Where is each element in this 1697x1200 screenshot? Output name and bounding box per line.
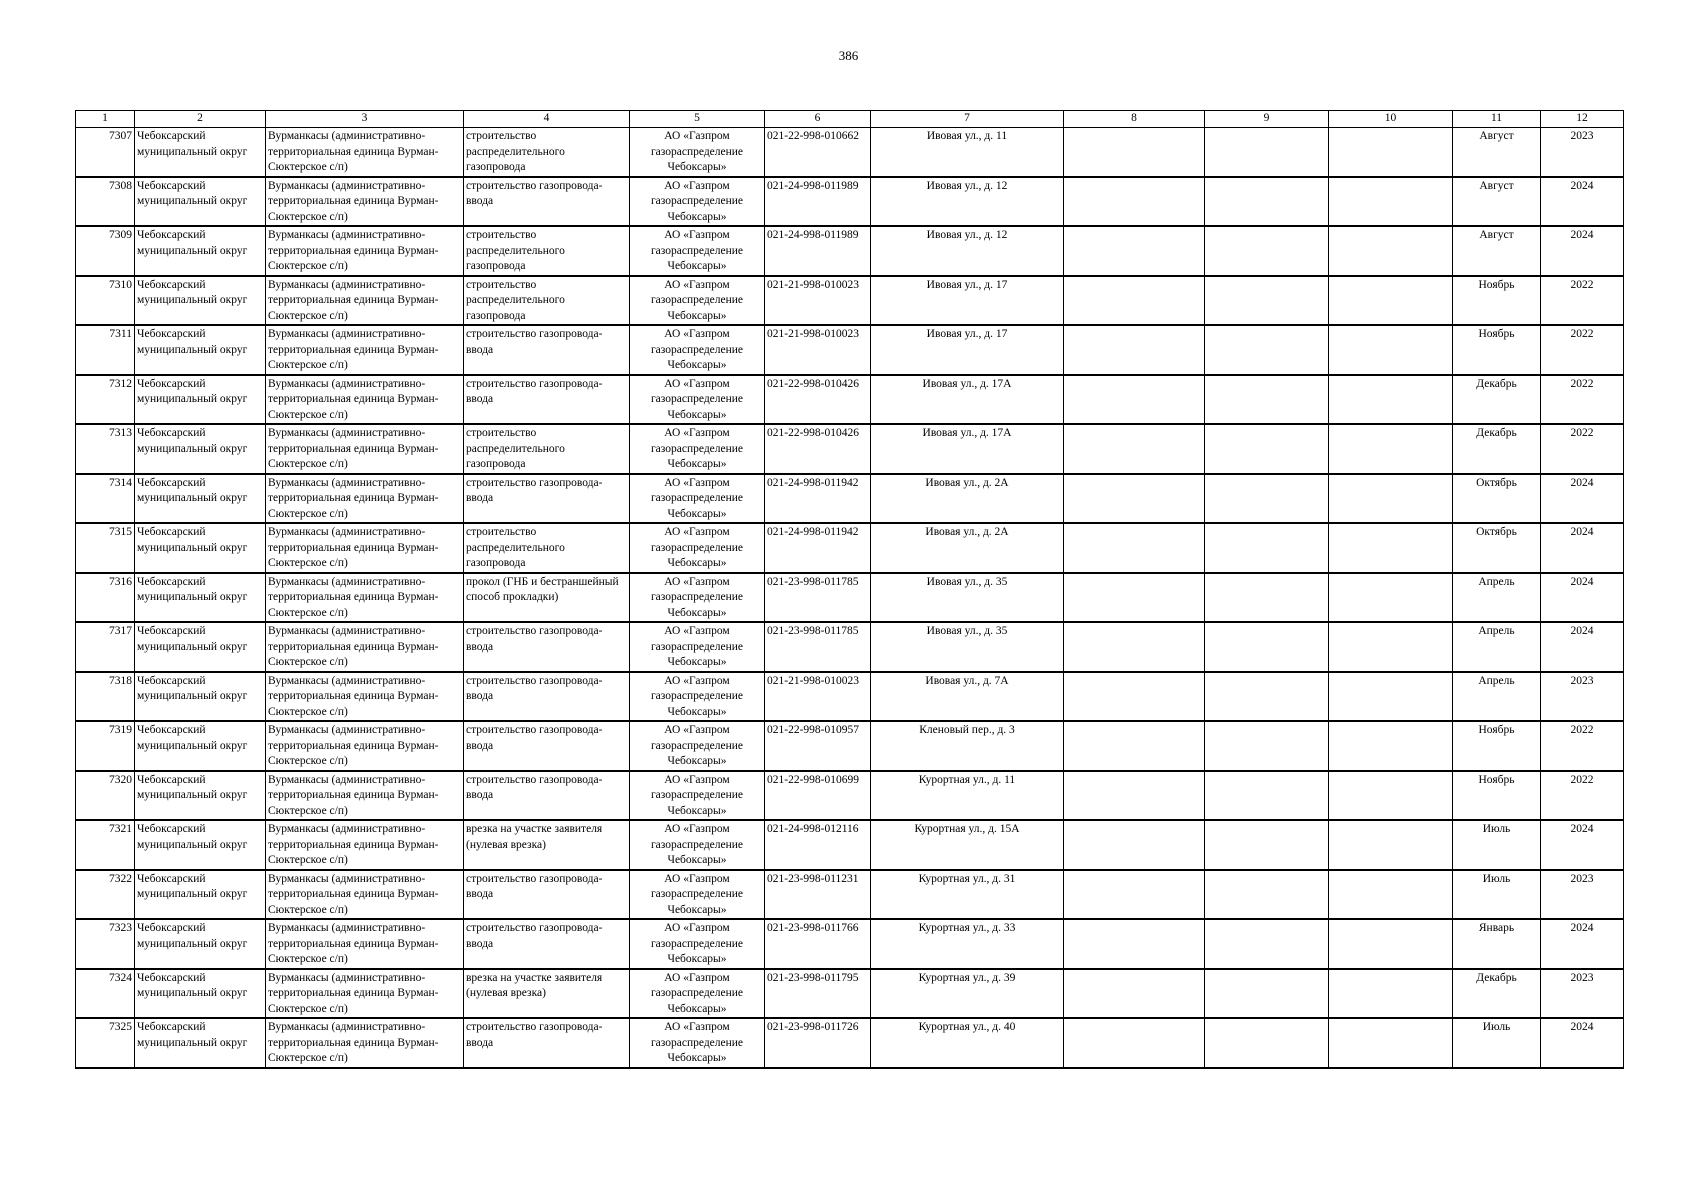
column-header: 12 [1541, 111, 1624, 128]
empty-cell-8 [1064, 128, 1205, 177]
organization-cell: АО «Газпром газораспределение Чебоксары» [630, 870, 765, 920]
work-type-cell: строительство газопровода-ввода [464, 177, 630, 227]
empty-cell-8 [1064, 919, 1205, 969]
locality-cell: Вурманкасы (административно-территориальная единица Вурман-Сюктерское с/п) [266, 721, 464, 771]
row-number-cell: 7322 [76, 870, 135, 920]
organization-cell: АО «Газпром газораспределение Чебоксары» [630, 375, 765, 425]
locality-cell: Вурманкасы (административно-территориальная единица Вурман-Сюктерское с/п) [266, 276, 464, 326]
code-cell: 021-24-998-012116 [765, 820, 871, 870]
empty-cell-8 [1064, 325, 1205, 375]
organization-cell: АО «Газпром газораспределение Чебоксары» [630, 424, 765, 474]
table-row [76, 969, 1624, 1019]
empty-cell-9 [1205, 523, 1329, 573]
empty-cell-10 [1329, 177, 1453, 227]
code-cell: 021-21-998-010023 [765, 325, 871, 375]
month-cell: Ноябрь [1453, 325, 1541, 375]
empty-cell-10 [1329, 523, 1453, 573]
code-cell: 021-21-998-010023 [765, 276, 871, 326]
table-row [76, 573, 1624, 623]
code-cell: 021-22-998-010699 [765, 771, 871, 821]
address-cell: Ивовая ул., д. 17 [871, 325, 1064, 375]
organization-cell: АО «Газпром газораспределение Чебоксары» [630, 226, 765, 276]
work-type-cell: строительство газопровода-ввода [464, 919, 630, 969]
row-number-cell: 7308 [76, 177, 135, 227]
code-cell: 021-23-998-011795 [765, 969, 871, 1019]
month-cell: Июль [1453, 820, 1541, 870]
address-cell: Курортная ул., д. 15А [871, 820, 1064, 870]
column-header: 9 [1205, 111, 1329, 128]
gasification-table [75, 110, 1624, 1069]
column-header: 1 [76, 111, 135, 128]
empty-cell-8 [1064, 177, 1205, 227]
row-number-cell: 7314 [76, 474, 135, 524]
locality-cell: Вурманкасы (административно-территориальная единица Вурман-Сюктерское с/п) [266, 128, 464, 177]
district-cell: Чебоксарский муниципальный округ [135, 1018, 266, 1068]
code-cell: 021-23-998-011766 [765, 919, 871, 969]
district-cell: Чебоксарский муниципальный округ [135, 474, 266, 524]
address-cell: Ивовая ул., д. 12 [871, 226, 1064, 276]
district-cell: Чебоксарский муниципальный округ [135, 870, 266, 920]
address-cell: Ивовая ул., д. 35 [871, 573, 1064, 623]
month-cell: Август [1453, 128, 1541, 177]
code-cell: 021-24-998-011942 [765, 474, 871, 524]
organization-cell: АО «Газпром газораспределение Чебоксары» [630, 177, 765, 227]
code-cell: 021-22-998-010426 [765, 424, 871, 474]
locality-cell: Вурманкасы (административно-территориальная единица Вурман-Сюктерское с/п) [266, 672, 464, 722]
empty-cell-8 [1064, 969, 1205, 1019]
organization-cell: АО «Газпром газораспределение Чебоксары» [630, 276, 765, 326]
header-row [76, 111, 1624, 128]
district-cell: Чебоксарский муниципальный округ [135, 226, 266, 276]
district-cell: Чебоксарский муниципальный округ [135, 969, 266, 1019]
locality-cell: Вурманкасы (административно-территориальная единица Вурман-Сюктерское с/п) [266, 622, 464, 672]
work-type-cell: врезка на участке заявителя (нулевая врезка) [464, 969, 630, 1019]
month-cell: Ноябрь [1453, 276, 1541, 326]
table-row [76, 375, 1624, 425]
row-number-cell: 7324 [76, 969, 135, 1019]
code-cell: 021-23-998-011231 [765, 870, 871, 920]
year-cell: 2024 [1541, 226, 1624, 276]
year-cell: 2024 [1541, 919, 1624, 969]
year-cell: 2022 [1541, 771, 1624, 821]
locality-cell: Вурманкасы (административно-территориальная единица Вурман-Сюктерское с/п) [266, 969, 464, 1019]
empty-cell-10 [1329, 1018, 1453, 1068]
organization-cell: АО «Газпром газораспределение Чебоксары» [630, 969, 765, 1019]
empty-cell-9 [1205, 226, 1329, 276]
empty-cell-9 [1205, 622, 1329, 672]
code-cell: 021-23-998-011785 [765, 573, 871, 623]
year-cell: 2024 [1541, 474, 1624, 524]
code-cell: 021-23-998-011785 [765, 622, 871, 672]
organization-cell: АО «Газпром газораспределение Чебоксары» [630, 128, 765, 177]
table-row [76, 1018, 1624, 1068]
row-number-cell: 7325 [76, 1018, 135, 1068]
row-number-cell: 7319 [76, 721, 135, 771]
table-row [76, 474, 1624, 524]
work-type-cell: строительство распределительного газопровода [464, 523, 630, 573]
address-cell: Ивовая ул., д. 2А [871, 523, 1064, 573]
table-row [76, 820, 1624, 870]
address-cell: Курортная ул., д. 11 [871, 771, 1064, 821]
table-row [76, 523, 1624, 573]
month-cell: Январь [1453, 919, 1541, 969]
district-cell: Чебоксарский муниципальный округ [135, 177, 266, 227]
empty-cell-8 [1064, 622, 1205, 672]
locality-cell: Вурманкасы (административно-территориальная единица Вурман-Сюктерское с/п) [266, 820, 464, 870]
empty-cell-10 [1329, 919, 1453, 969]
locality-cell: Вурманкасы (административно-территориальная единица Вурман-Сюктерское с/п) [266, 771, 464, 821]
empty-cell-9 [1205, 375, 1329, 425]
empty-cell-9 [1205, 919, 1329, 969]
empty-cell-10 [1329, 424, 1453, 474]
year-cell: 2024 [1541, 622, 1624, 672]
table-row [76, 325, 1624, 375]
locality-cell: Вурманкасы (административно-территориальная единица Вурман-Сюктерское с/п) [266, 1018, 464, 1068]
address-cell: Курортная ул., д. 33 [871, 919, 1064, 969]
row-number-cell: 7311 [76, 325, 135, 375]
row-number-cell: 7313 [76, 424, 135, 474]
address-cell: Курортная ул., д. 39 [871, 969, 1064, 1019]
empty-cell-8 [1064, 523, 1205, 573]
table-row [76, 919, 1624, 969]
address-cell: Ивовая ул., д. 7А [871, 672, 1064, 722]
empty-cell-8 [1064, 276, 1205, 326]
work-type-cell: строительство распределительного газопровода [464, 276, 630, 326]
code-cell: 021-24-998-011989 [765, 177, 871, 227]
district-cell: Чебоксарский муниципальный округ [135, 325, 266, 375]
empty-cell-10 [1329, 375, 1453, 425]
year-cell: 2024 [1541, 573, 1624, 623]
column-header: 10 [1329, 111, 1453, 128]
empty-cell-10 [1329, 226, 1453, 276]
locality-cell: Вурманкасы (административно-территориальная единица Вурман-Сюктерское с/п) [266, 573, 464, 623]
locality-cell: Вурманкасы (административно-территориальная единица Вурман-Сюктерское с/п) [266, 226, 464, 276]
empty-cell-10 [1329, 721, 1453, 771]
month-cell: Апрель [1453, 672, 1541, 722]
empty-cell-10 [1329, 474, 1453, 524]
work-type-cell: прокол (ГНБ и бестраншейный способ прокладки) [464, 573, 630, 623]
row-number-cell: 7323 [76, 919, 135, 969]
district-cell: Чебоксарский муниципальный округ [135, 523, 266, 573]
empty-cell-9 [1205, 721, 1329, 771]
organization-cell: АО «Газпром газораспределение Чебоксары» [630, 919, 765, 969]
table-row [76, 424, 1624, 474]
empty-cell-8 [1064, 672, 1205, 722]
empty-cell-8 [1064, 771, 1205, 821]
district-cell: Чебоксарский муниципальный округ [135, 672, 266, 722]
empty-cell-10 [1329, 128, 1453, 177]
row-number-cell: 7312 [76, 375, 135, 425]
work-type-cell: строительство распределительного газопровода [464, 128, 630, 177]
address-cell: Ивовая ул., д. 17 [871, 276, 1064, 326]
code-cell: 021-22-998-010426 [765, 375, 871, 425]
address-cell: Курортная ул., д. 40 [871, 1018, 1064, 1068]
row-number-cell: 7310 [76, 276, 135, 326]
year-cell: 2022 [1541, 375, 1624, 425]
table-row [76, 276, 1624, 326]
empty-cell-8 [1064, 820, 1205, 870]
year-cell: 2022 [1541, 721, 1624, 771]
work-type-cell: строительство распределительного газопровода [464, 226, 630, 276]
table-row [76, 226, 1624, 276]
work-type-cell: строительство распределительного газопровода [464, 424, 630, 474]
locality-cell: Вурманкасы (административно-территориальная единица Вурман-Сюктерское с/п) [266, 325, 464, 375]
empty-cell-10 [1329, 573, 1453, 623]
district-cell: Чебоксарский муниципальный округ [135, 771, 266, 821]
year-cell: 2022 [1541, 276, 1624, 326]
organization-cell: АО «Газпром газораспределение Чебоксары» [630, 820, 765, 870]
district-cell: Чебоксарский муниципальный округ [135, 721, 266, 771]
address-cell: Ивовая ул., д. 12 [871, 177, 1064, 227]
column-header: 6 [765, 111, 871, 128]
column-header: 7 [871, 111, 1064, 128]
empty-cell-9 [1205, 177, 1329, 227]
code-cell: 021-22-998-010662 [765, 128, 871, 177]
year-cell: 2024 [1541, 523, 1624, 573]
address-cell: Ивовая ул., д. 11 [871, 128, 1064, 177]
empty-cell-10 [1329, 325, 1453, 375]
row-number-cell: 7318 [76, 672, 135, 722]
table-row [76, 771, 1624, 821]
month-cell: Октябрь [1453, 474, 1541, 524]
row-number-cell: 7307 [76, 128, 135, 177]
district-cell: Чебоксарский муниципальный округ [135, 919, 266, 969]
code-cell: 021-24-998-011989 [765, 226, 871, 276]
table-row [76, 622, 1624, 672]
month-cell: Ноябрь [1453, 771, 1541, 821]
organization-cell: АО «Газпром газораспределение Чебоксары» [630, 1018, 765, 1068]
organization-cell: АО «Газпром газораспределение Чебоксары» [630, 672, 765, 722]
empty-cell-8 [1064, 1018, 1205, 1068]
column-header: 3 [266, 111, 464, 128]
organization-cell: АО «Газпром газораспределение Чебоксары» [630, 573, 765, 623]
row-number-cell: 7320 [76, 771, 135, 821]
month-cell: Август [1453, 177, 1541, 227]
empty-cell-9 [1205, 672, 1329, 722]
column-header: 11 [1453, 111, 1541, 128]
page-number: 386 [838, 48, 859, 63]
organization-cell: АО «Газпром газораспределение Чебоксары» [630, 771, 765, 821]
empty-cell-9 [1205, 325, 1329, 375]
district-cell: Чебоксарский муниципальный округ [135, 375, 266, 425]
empty-cell-9 [1205, 820, 1329, 870]
table-row [76, 128, 1624, 177]
empty-cell-8 [1064, 474, 1205, 524]
empty-cell-9 [1205, 276, 1329, 326]
code-cell: 021-21-998-010023 [765, 672, 871, 722]
district-cell: Чебоксарский муниципальный округ [135, 276, 266, 326]
district-cell: Чебоксарский муниципальный округ [135, 820, 266, 870]
column-header: 5 [630, 111, 765, 128]
empty-cell-10 [1329, 622, 1453, 672]
empty-cell-10 [1329, 969, 1453, 1019]
address-cell: Ивовая ул., д. 17А [871, 424, 1064, 474]
code-cell: 021-22-998-010957 [765, 721, 871, 771]
organization-cell: АО «Газпром газораспределение Чебоксары» [630, 325, 765, 375]
empty-cell-10 [1329, 820, 1453, 870]
district-cell: Чебоксарский муниципальный округ [135, 128, 266, 177]
year-cell: 2023 [1541, 672, 1624, 722]
locality-cell: Вурманкасы (административно-территориальная единица Вурман-Сюктерское с/п) [266, 523, 464, 573]
year-cell: 2024 [1541, 177, 1624, 227]
month-cell: Декабрь [1453, 424, 1541, 474]
month-cell: Апрель [1453, 622, 1541, 672]
empty-cell-8 [1064, 721, 1205, 771]
empty-cell-9 [1205, 573, 1329, 623]
empty-cell-9 [1205, 424, 1329, 474]
organization-cell: АО «Газпром газораспределение Чебоксары» [630, 622, 765, 672]
table-row [76, 870, 1624, 920]
empty-cell-8 [1064, 424, 1205, 474]
empty-cell-8 [1064, 226, 1205, 276]
month-cell: Июль [1453, 870, 1541, 920]
work-type-cell: строительство газопровода-ввода [464, 721, 630, 771]
column-header: 8 [1064, 111, 1205, 128]
empty-cell-10 [1329, 672, 1453, 722]
code-cell: 021-24-998-011942 [765, 523, 871, 573]
work-type-cell: строительство газопровода-ввода [464, 325, 630, 375]
empty-cell-9 [1205, 870, 1329, 920]
locality-cell: Вурманкасы (административно-территориальная единица Вурман-Сюктерское с/п) [266, 424, 464, 474]
work-type-cell: строительство газопровода-ввода [464, 622, 630, 672]
month-cell: Декабрь [1453, 375, 1541, 425]
work-type-cell: строительство газопровода-ввода [464, 672, 630, 722]
work-type-cell: строительство газопровода-ввода [464, 474, 630, 524]
address-cell: Ивовая ул., д. 2А [871, 474, 1064, 524]
organization-cell: АО «Газпром газораспределение Чебоксары» [630, 474, 765, 524]
row-number-cell: 7317 [76, 622, 135, 672]
month-cell: Декабрь [1453, 969, 1541, 1019]
table-row [76, 177, 1624, 227]
empty-cell-8 [1064, 375, 1205, 425]
year-cell: 2023 [1541, 870, 1624, 920]
empty-cell-8 [1064, 870, 1205, 920]
locality-cell: Вурманкасы (административно-территориальная единица Вурман-Сюктерское с/п) [266, 177, 464, 227]
year-cell: 2024 [1541, 1018, 1624, 1068]
empty-cell-9 [1205, 771, 1329, 821]
empty-cell-9 [1205, 1018, 1329, 1068]
address-cell: Курортная ул., д. 31 [871, 870, 1064, 920]
code-cell: 021-23-998-011726 [765, 1018, 871, 1068]
year-cell: 2022 [1541, 424, 1624, 474]
organization-cell: АО «Газпром газораспределение Чебоксары» [630, 523, 765, 573]
organization-cell: АО «Газпром газораспределение Чебоксары» [630, 721, 765, 771]
row-number-cell: 7316 [76, 573, 135, 623]
year-cell: 2023 [1541, 969, 1624, 1019]
district-cell: Чебоксарский муниципальный округ [135, 573, 266, 623]
column-header: 4 [464, 111, 630, 128]
column-header: 2 [135, 111, 266, 128]
year-cell: 2023 [1541, 128, 1624, 177]
locality-cell: Вурманкасы (административно-территориальная единица Вурман-Сюктерское с/п) [266, 375, 464, 425]
row-number-cell: 7315 [76, 523, 135, 573]
empty-cell-9 [1205, 969, 1329, 1019]
year-cell: 2024 [1541, 820, 1624, 870]
locality-cell: Вурманкасы (административно-территориальная единица Вурман-Сюктерское с/п) [266, 474, 464, 524]
month-cell: Апрель [1453, 573, 1541, 623]
empty-cell-9 [1205, 128, 1329, 177]
work-type-cell: врезка на участке заявителя (нулевая врезка) [464, 820, 630, 870]
row-number-cell: 7321 [76, 820, 135, 870]
district-cell: Чебоксарский муниципальный округ [135, 622, 266, 672]
month-cell: Ноябрь [1453, 721, 1541, 771]
address-cell: Ивовая ул., д. 17А [871, 375, 1064, 425]
month-cell: Август [1453, 226, 1541, 276]
address-cell: Кленовый пер., д. 3 [871, 721, 1064, 771]
work-type-cell: строительство газопровода-ввода [464, 771, 630, 821]
month-cell: Октябрь [1453, 523, 1541, 573]
table-row [76, 672, 1624, 722]
locality-cell: Вурманкасы (административно-территориальная единица Вурман-Сюктерское с/п) [266, 870, 464, 920]
work-type-cell: строительство газопровода-ввода [464, 375, 630, 425]
empty-cell-10 [1329, 870, 1453, 920]
work-type-cell: строительство газопровода-ввода [464, 870, 630, 920]
month-cell: Июль [1453, 1018, 1541, 1068]
empty-cell-10 [1329, 771, 1453, 821]
district-cell: Чебоксарский муниципальный округ [135, 424, 266, 474]
empty-cell-9 [1205, 474, 1329, 524]
address-cell: Ивовая ул., д. 35 [871, 622, 1064, 672]
row-number-cell: 7309 [76, 226, 135, 276]
work-type-cell: строительство газопровода-ввода [464, 1018, 630, 1068]
locality-cell: Вурманкасы (административно-территориальная единица Вурман-Сюктерское с/п) [266, 919, 464, 969]
empty-cell-8 [1064, 573, 1205, 623]
year-cell: 2022 [1541, 325, 1624, 375]
empty-cell-10 [1329, 276, 1453, 326]
table-row [76, 721, 1624, 771]
